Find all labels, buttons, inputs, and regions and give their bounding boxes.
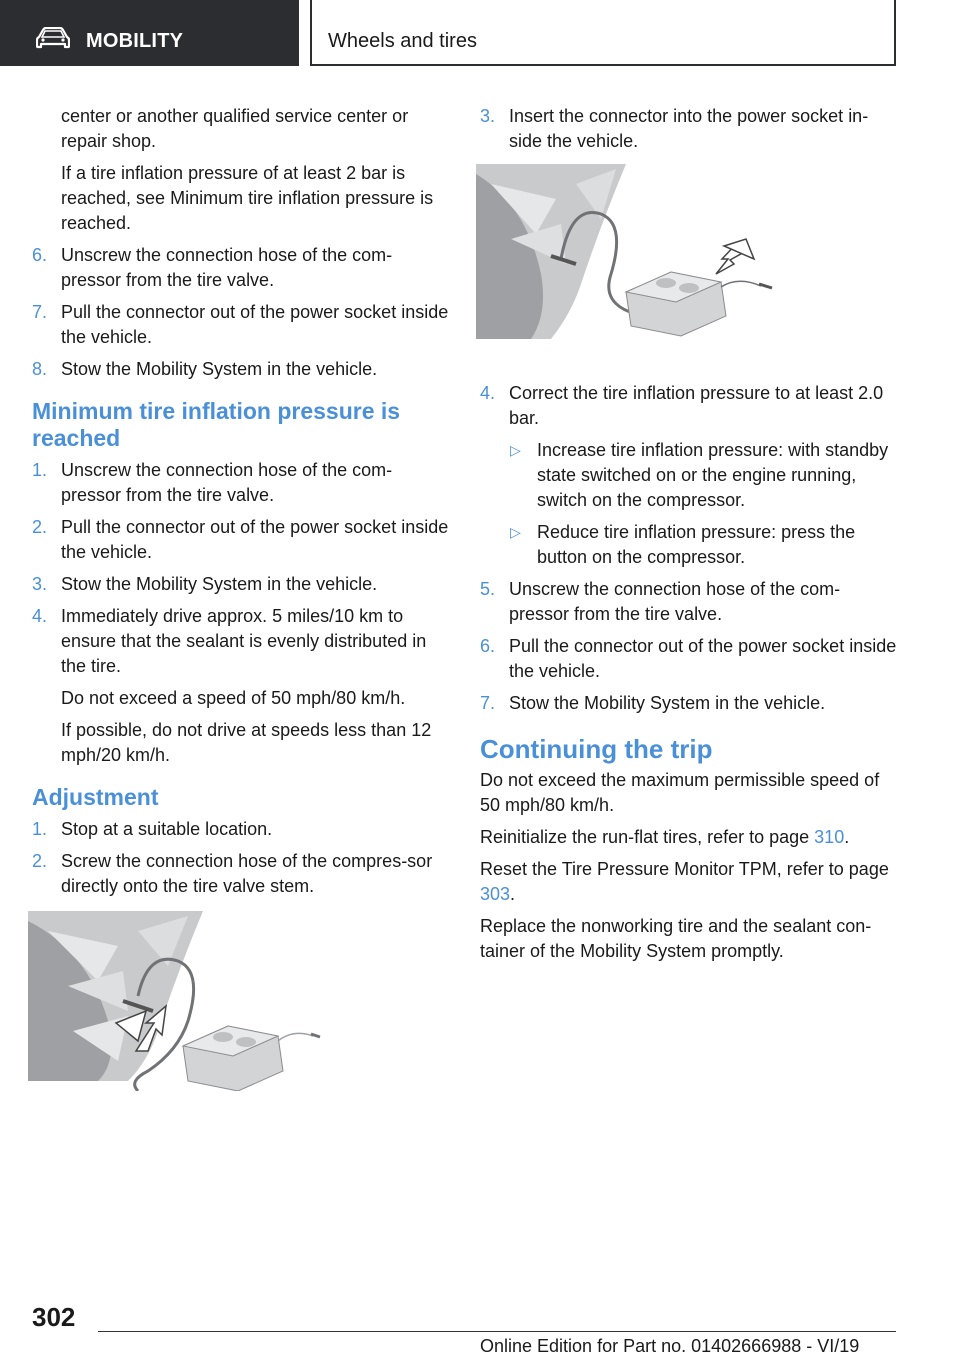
list-item (32, 817, 452, 842)
right-column (480, 104, 900, 971)
step-number: 4. (32, 606, 48, 626)
step-number: 4. (480, 383, 496, 403)
step-note: Do not exceed a speed of 50 mph/80 km/h. (61, 688, 406, 708)
paragraph-text: Reinitialize the run-flat tires, refer to page (480, 827, 815, 847)
list-item (480, 634, 900, 684)
step-number: 1. (32, 819, 48, 839)
list-item (32, 458, 452, 508)
step-text: Stow the Mobility System in the vehicle. (509, 693, 826, 713)
step-text: Correct the tire inflation pressure to at least 2.0 bar. (509, 383, 884, 428)
list-item (32, 849, 452, 899)
step-number: 5. (480, 579, 496, 599)
triangle-bullet-icon: ▷ (510, 442, 521, 458)
list-item (32, 572, 452, 597)
paragraph: Do not exceed the maximum permissible speed of 50 mph/80 km/h. (480, 770, 880, 815)
section-heading: Continuing the trip (480, 734, 713, 764)
header-section-tab (0, 0, 299, 66)
step-text: Insert the connector into the power socket in‐side the vehicle. (509, 106, 869, 151)
list-item (32, 243, 452, 293)
step-number: 6. (32, 245, 48, 265)
continuation-text: center or another qualified service center or repair shop. (61, 106, 409, 151)
section-heading: Minimum tire inflation pressure is reached (32, 398, 401, 451)
list-item (32, 515, 452, 565)
paragraph: Replace the nonworking tire and the sealant con‐tainer of the Mobility System promptly. (480, 916, 872, 961)
step-number: 3. (480, 106, 496, 126)
step-text: Unscrew the connection hose of the com‐pressor from the tire valve. (509, 579, 841, 624)
page-link-303[interactable]: 303 (480, 884, 511, 904)
chapter-title: Wheels and tires (328, 30, 477, 52)
page-number: 302 (32, 1302, 76, 1332)
step-text: Screw the connection hose of the compres‐sor directly onto the tire valve stem. (61, 851, 433, 896)
list-item (32, 604, 452, 679)
triangle-bullet-icon: ▷ (510, 524, 521, 540)
section-heading: Adjustment (32, 784, 159, 810)
left-column (32, 104, 452, 1111)
power-socket-illustration (476, 164, 776, 349)
list-item (32, 357, 452, 382)
sub-step-text: Increase tire inflation pressure: with standby state switched on or the engine running, switch on the compressor. (537, 440, 889, 510)
step-text: Immediately drive approx. 5 miles/10 km to ensure that the sealant is evenly distributed in the tire. (61, 606, 427, 676)
step-number: 2. (32, 517, 48, 537)
list-item (480, 691, 900, 716)
step-number: 8. (32, 359, 48, 379)
step-text: Pull the connector out of the power socket inside the vehicle. (61, 517, 449, 562)
compressor-valve-illustration (28, 911, 328, 1091)
car-icon (36, 27, 70, 49)
footer-divider (98, 1331, 896, 1332)
step-number: 2. (32, 851, 48, 871)
step-text: Unscrew the connection hose of the com‐pressor from the tire valve. (61, 460, 393, 505)
step-number: 7. (32, 302, 48, 322)
step-number: 1. (32, 460, 48, 480)
step-text: Pull the connector out of the power socket inside the vehicle. (509, 636, 897, 681)
page-link-310[interactable]: 310 (814, 827, 845, 847)
step-number: 7. (480, 693, 496, 713)
paragraph-text: . (844, 827, 850, 847)
sub-list-item (480, 438, 900, 513)
continuation-text: If a tire inflation pressure of at least 2 bar is reached, see Minimum tire inflation pressure is reached. (61, 163, 434, 233)
list-item (480, 577, 900, 627)
section-title: MOBILITY (86, 30, 184, 52)
paragraph (480, 857, 900, 907)
paragraph-text: . (510, 884, 516, 904)
step-note: If possible, do not drive at speeds less than 12 mph/20 km/h. (61, 720, 432, 765)
list-item (32, 300, 452, 350)
step-number: 3. (32, 574, 48, 594)
step-text: Stow the Mobility System in the vehicle. (61, 359, 378, 379)
header-chapter-box (310, 0, 896, 66)
step-text: Pull the connector out of the power socket inside the vehicle. (61, 302, 449, 347)
paragraph (480, 825, 900, 850)
sub-step-text: Reduce tire inflation pressure: press the button on the compressor. (537, 522, 856, 567)
footer-edition: Online Edition for Part no. 01402666988 - VI/19 (480, 1336, 860, 1356)
step-text: Unscrew the connection hose of the com‐pressor from the tire valve. (61, 245, 393, 290)
step-text: Stow the Mobility System in the vehicle. (61, 574, 378, 594)
step-number: 6. (480, 636, 496, 656)
sub-list-item (480, 520, 900, 570)
paragraph-text: Reset the Tire Pressure Monitor TPM, refer to page (480, 859, 889, 879)
list-item (480, 104, 900, 154)
step-text: Stop at a suitable location. (61, 819, 273, 839)
list-item (480, 381, 900, 431)
